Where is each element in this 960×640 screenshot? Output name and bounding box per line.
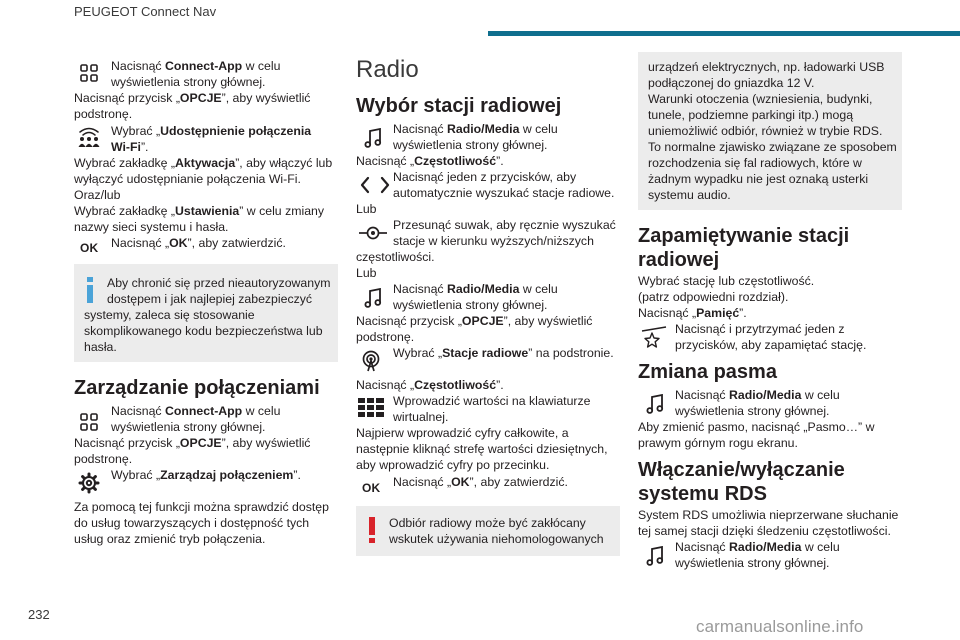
page-number: 232 [28,607,50,622]
text-line: Wybrać zakładkę „Aktywacja”, aby włączyć lub [74,156,333,170]
text-line: Wybrać „Zarządzaj połączeniem”. [111,468,301,482]
section-heading: Wybór stacji radiowej [356,95,562,117]
info-text: Aby chronić się przed nieautoryzowanym [107,276,331,290]
star-icon [640,324,670,350]
text-line: Nacisnąć „Częstotliwość”. [356,154,504,168]
text-line: Wybrać stację lub częstotliwość. [638,274,815,288]
warning-text: tunele, podziemne parkingi itp.) mogą [648,108,854,122]
text-line: Nacisnąć Connect-App w celu [111,404,281,418]
page-title: Radio [356,56,419,83]
text-line: Wybrać „Udostępnienie połączenia [111,124,312,138]
info-text: hasła. [84,340,117,354]
text-line: wirtualnej. [393,410,449,424]
text-line: Wybrać zakładkę „Ustawienia” w celu zmiany [74,204,325,218]
text-line: Za pomocą tej funkcji można sprawdzić dostęp [74,500,329,514]
text-line: podstronę. [74,107,133,121]
text-line: wyświetlenia strony głównej. [393,298,548,312]
text-line: Nacisnąć jeden z przycisków, aby [393,170,577,184]
text-line: prawym górnym rogu ekranu. [638,436,798,450]
warning-text: To normalne zjawisko związane ze sposobem [648,140,897,154]
text-line: Oraz/lub [74,188,121,202]
section-heading: systemu RDS [638,483,767,505]
section-heading: Zarządzanie połączeniami [74,377,320,399]
text-line: przycisków, aby zapamiętać stację. [675,338,867,352]
text-line: Nacisnąć Connect-App w celu [111,59,281,73]
text-line: wyświetlenia strony głównej. [111,75,266,89]
text-line: (patrz odpowiedni rozdział). [638,290,789,304]
section-heading: radiowej [638,249,720,271]
music-note-icon [362,287,384,309]
text-line: aby wprowadzić cyfry po przecinku. [356,458,550,472]
text-line: tej samej stacji dzięki śledzeniu częstotliwości. [638,524,891,538]
music-note-icon [362,127,384,149]
grid-icon [78,411,100,433]
grid-icon [78,62,100,84]
warning-text: Warunki otoczenia (wzniesienia, budynki, [648,92,873,106]
music-note-icon [644,545,666,567]
warning-text: uniemożliwić odbiór, również w trybie RDS. [648,124,883,138]
warning-text: Odbiór radiowy może być zakłócany [389,516,586,530]
text-line: Nacisnąć i przytrzymać jeden z [675,322,845,336]
warning-icon [366,516,378,544]
text-line: Nacisnąć przycisk „OPCJE”, aby wyświetlić [74,436,311,450]
text-line: wyświetlenia strony głównej. [675,404,830,418]
text-line: Nacisnąć Radio/Media w celu [675,540,840,554]
text-line: Wprowadzić wartości na klawiaturze [393,394,591,408]
text-line: Wi-Fi”. [111,140,149,154]
info-text: dostępem i jak najlepiej zabezpieczyć [107,292,313,306]
text-line: Nacisnąć „OK”, aby zatwierdzić. [393,475,568,489]
text-line: Nacisnąć „Pamięć”. [638,306,747,320]
warning-text: rozchodzenia się fal radiowych, które w [648,156,862,170]
text-line: Lub [356,266,377,280]
info-text: systemy, zaleca się stosowanie [84,308,255,322]
info-text: skomplikowanego kodu bezpieczeństwa lub [84,324,323,338]
text-line: do usług towarzyszących i dostępność tych [74,516,310,530]
text-line: nazwy sieci systemu i hasła. [74,220,229,234]
wifi-share-icon [76,124,102,150]
text-line: Aby zmienić pasmo, nacisnąć „Pasmo…” w [638,420,875,434]
text-line: usług oraz zmienić tryb połączenia. [74,532,266,546]
text-line: Lub [356,202,377,216]
ok-icon: OK [80,241,99,255]
text-line: Nacisnąć „Częstotliwość”. [356,378,504,392]
info-icon [84,276,96,304]
gear-icon [78,472,100,494]
section-heading: Zmiana pasma [638,361,777,383]
text-line: Nacisnąć przycisk „OPCJE”, aby wyświetlić [356,314,593,328]
text-line: Wybrać „Stacje radiowe” na podstronie. [393,346,614,360]
text-line: Przesunąć suwak, aby ręcznie wyszukać [393,218,616,232]
text-line: podstronę. [74,452,133,466]
section-heading: Włączanie/wyłączanie [638,459,845,481]
chevrons-icon [360,174,390,196]
text-line: Najpierw wprowadzić cyfry całkowite, a [356,426,569,440]
ok-icon: OK [362,481,381,495]
warning-text: wskutek używania niehomologowanych [389,532,604,546]
text-line: wyświetlenia strony głównej. [393,138,548,152]
text-line: częstotliwości. [356,250,435,264]
text-line: Nacisnąć Radio/Media w celu [675,388,840,402]
watermark: carmanualsonline.info [696,617,864,636]
text-line: stacje w kierunku wyższych/niższych [393,234,594,248]
text-line: następnie kliknąć strefę wartości dziesiętnych, [356,442,608,456]
warning-text: urządzeń elektrycznych, np. ładowarki USB [648,60,885,74]
text-line: wyświetlenia strony głównej. [111,420,266,434]
warning-text: żadnym wypadku nie jest oznaką usterki [648,172,869,186]
text-line: Nacisnąć Radio/Media w celu [393,122,558,136]
text-line: wyłączyć udostępnianie połączenia Wi-Fi. [74,172,301,186]
keypad-icon [358,396,384,422]
music-note-icon [644,393,666,415]
text-line: Nacisnąć „OK”, aby zatwierdzić. [111,236,286,250]
warning-text: podłączonej do gniazdka 12 V. [648,76,815,90]
text-line: podstronę. [356,330,415,344]
text-line: wyświetlenia strony głównej. [675,556,830,570]
text-line: Nacisnąć przycisk „OPCJE”, aby wyświetlić [74,91,311,105]
text-line: Nacisnąć Radio/Media w celu [393,282,558,296]
section-heading: Zapamiętywanie stacji [638,225,850,247]
warning-text: systemu audio. [648,188,731,202]
page-header-title: PEUGEOT Connect Nav [74,4,217,19]
text-line: System RDS umożliwia nieprzerwane słuchanie [638,508,899,522]
text-line: automatycznie wyszukać stacje radiowe. [393,186,615,200]
slider-icon [358,222,388,244]
radio-station-icon [360,350,382,372]
header-accent-bar [488,31,960,36]
